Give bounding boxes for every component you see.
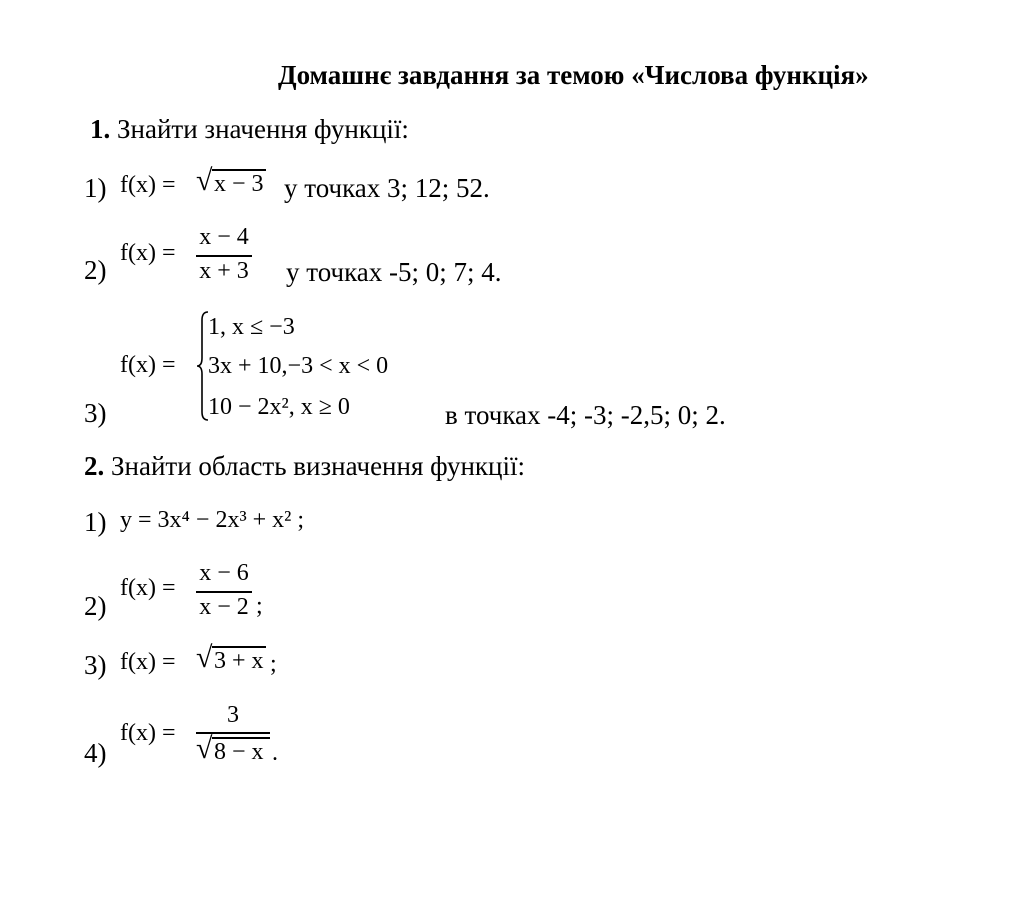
task-2-item-3-radical: √ 3 + x xyxy=(196,643,266,677)
task-1-item-2-numerator: x − 4 xyxy=(199,224,249,250)
task-1-item-2-fraction xyxy=(196,222,252,288)
task-1-item-3-points: в точках -4; -3; -2,5; 0; 2. xyxy=(445,400,726,430)
task-2-item-2-tail: ; xyxy=(256,593,263,619)
task-2-item-4-radical: √ 8 − x xyxy=(196,734,270,768)
task-2-item-2-denominator: x − 2 xyxy=(199,594,249,620)
task-2-item-2-lhs: f(x) = xyxy=(120,575,176,601)
task-2-heading xyxy=(84,451,525,482)
task-1-heading xyxy=(90,114,409,145)
task-1-item-2-lhs: f(x) = xyxy=(120,240,176,266)
task-1-item-1-radical: √ x − 3 xyxy=(196,166,266,200)
task-2-item-3-label: 3) xyxy=(84,650,107,680)
task-2-number: 2. xyxy=(84,451,105,481)
task-2-item-4-lhs: f(x) = xyxy=(120,720,176,746)
task-2-item-4-fraction xyxy=(196,700,270,772)
task-1-item-2-denominator: x + 3 xyxy=(199,258,249,284)
task-2-item-1-expr: y = 3x⁴ − 2x³ + x² ; xyxy=(120,507,305,533)
task-1-text: Знайти значення функції: xyxy=(117,114,409,144)
case-1: 1, x ≤ −3 xyxy=(208,314,295,340)
task-1-item-3-lhs: f(x) = xyxy=(120,352,176,378)
page-title: Домашнє завдання за темою «Числова функція» xyxy=(278,60,869,90)
task-2-item-4-label: 4) xyxy=(84,738,107,768)
task-2-item-2-numerator: x − 6 xyxy=(199,560,249,586)
task-2-item-4-denominator: 8 − x xyxy=(214,739,264,765)
task-2-item-4-tail: . xyxy=(272,740,278,766)
task-1-item-1-radicand: x − 3 xyxy=(214,171,264,197)
task-2-item-3-tail: ; xyxy=(270,651,277,677)
task-2-item-2-label: 2) xyxy=(84,591,107,621)
task-1-item-2-points: у точках -5; 0; 7; 4. xyxy=(286,257,502,287)
case-3: 10 − 2x², x ≥ 0 xyxy=(208,394,350,420)
task-2-text: Знайти область визначення функції: xyxy=(111,451,525,481)
task-1-item-1-lhs: f(x) = xyxy=(120,172,176,198)
task-2-item-4-numerator: 3 xyxy=(227,702,239,728)
task-1-item-3-label: 3) xyxy=(84,398,107,428)
task-1-item-1-label: 1) xyxy=(84,173,107,203)
task-1-item-2-label: 2) xyxy=(84,255,107,285)
task-2-item-2-fraction xyxy=(196,558,252,624)
task-2-item-3-radicand: 3 + x xyxy=(214,648,264,674)
task-2-item-3-lhs: f(x) = xyxy=(120,649,176,675)
task-1-number: 1. xyxy=(90,114,111,144)
case-2: 3x + 10,−3 < x < 0 xyxy=(208,353,389,379)
task-1-item-1-points: у точках 3; 12; 52. xyxy=(284,173,490,203)
task-2-item-1-label: 1) xyxy=(84,507,107,537)
